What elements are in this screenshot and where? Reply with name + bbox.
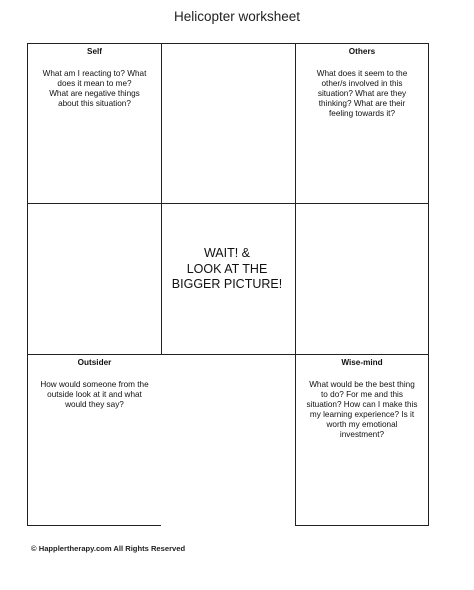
outsider-prompt [34, 380, 155, 410]
self-prompt-line: What am I reacting to? What [42, 69, 147, 78]
self-prompt-line: about this situation? [58, 99, 131, 108]
middle-left-box [27, 203, 162, 355]
wise-mind-prompt-line: my learning experience? Is it [309, 410, 415, 419]
copyright-footer: © Happlertherapy.com All Rights Reserved [31, 544, 186, 553]
wise-mind-prompt-line: investment? [339, 430, 385, 439]
self-box [27, 43, 162, 204]
outsider-prompt-line: How would someone from the [40, 380, 149, 389]
self-heading: Self [86, 47, 103, 56]
others-prompt [302, 69, 422, 119]
self-prompt-line: What are negative things [49, 89, 140, 98]
wise-mind-prompt-line: worth my emotional [326, 420, 398, 429]
wise-mind-box [295, 354, 429, 526]
center-message-line: BIGGER PICTURE! [171, 277, 283, 291]
self-prompt-line: does it mean to me? [57, 79, 132, 88]
outsider-prompt-line: would they say? [65, 400, 124, 409]
center-message-line: LOOK AT THE [186, 261, 268, 276]
self-prompt [34, 69, 155, 109]
top-middle-box [161, 43, 296, 204]
others-prompt-line: thinking? What are their [318, 99, 406, 108]
others-prompt-line: feeling towards it? [329, 109, 395, 118]
middle-right-box [295, 203, 429, 355]
worksheet-title: Helicopter worksheet [173, 9, 301, 24]
others-heading: Others [348, 47, 376, 56]
others-prompt-line: situation? What are they [317, 89, 407, 98]
wise-mind-prompt-line: What would be the best thing [309, 380, 415, 389]
others-box [295, 43, 429, 204]
center-message [160, 246, 294, 293]
outsider-heading: Outsider [77, 358, 112, 367]
bottom-middle-box [161, 354, 296, 526]
outsider-prompt-line: outside look at it and what [47, 390, 142, 399]
others-prompt-line: What does it seem to the [316, 69, 408, 78]
center-message-line: WAIT! & [203, 246, 251, 260]
wise-mind-heading: Wise-mind [341, 358, 383, 367]
outsider-box [27, 354, 162, 526]
wise-mind-prompt-line: to do? For me and this [321, 390, 403, 399]
wise-mind-prompt-line: situation? How can I make this [306, 400, 418, 409]
others-prompt-line: other/s involved in this [321, 79, 403, 88]
wise-mind-prompt [302, 380, 422, 440]
